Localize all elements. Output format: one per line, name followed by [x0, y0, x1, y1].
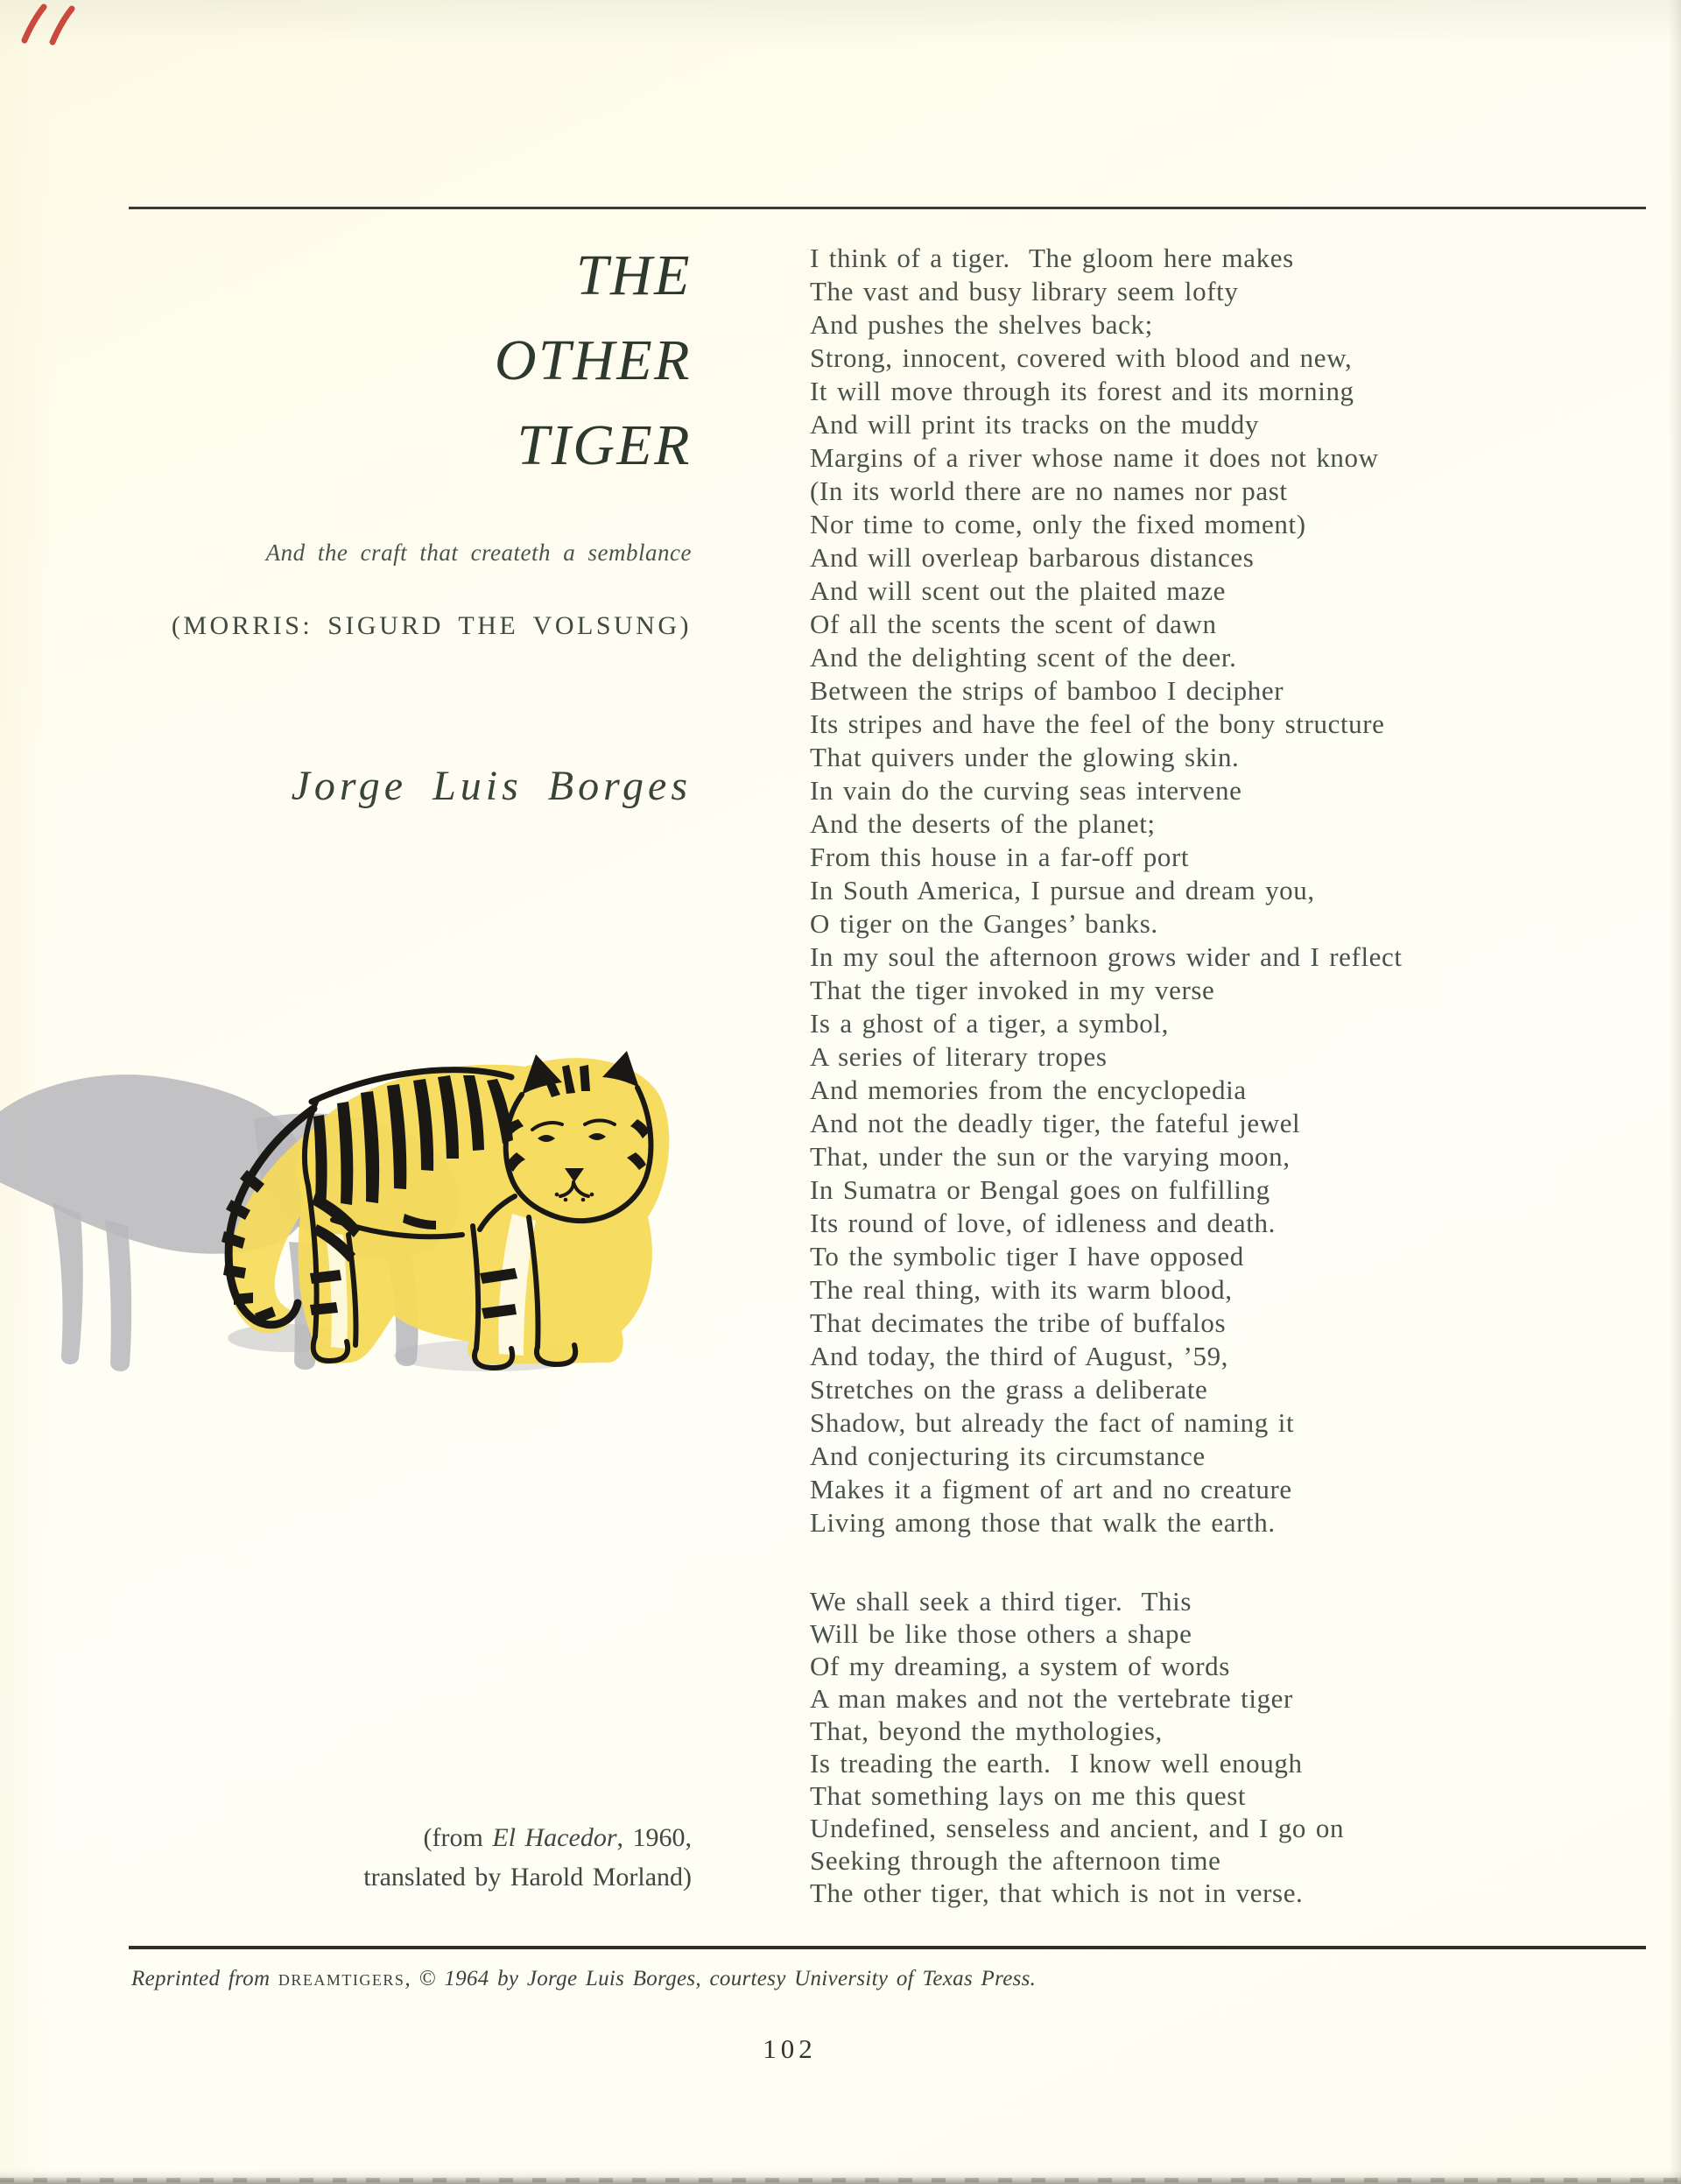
reprint-credit	[131, 1967, 1445, 1991]
poem-line: And conjecturing its circumstance	[810, 1441, 1206, 1471]
page-title-line: THE	[575, 243, 692, 307]
page-title-line: OTHER	[494, 328, 692, 392]
poem-line: And will scent out the plaited maze	[810, 575, 1227, 606]
source-attribution	[105, 1818, 692, 1897]
poem-line: To the symbolic tiger I have opposed	[810, 1241, 1244, 1272]
yellow-tiger	[222, 1051, 669, 1368]
credit-book-title: dreamtigers	[278, 1967, 405, 1990]
scan-edge-bottom-speckle	[0, 2178, 1681, 2182]
poem	[810, 242, 1554, 1909]
poem-line: Margins of a river whose name it does not know	[810, 442, 1379, 473]
poem-line: That, under the sun or the varying moon,	[810, 1141, 1291, 1172]
poem-line: In Sumatra or Bengal goes on fulfilling	[810, 1174, 1270, 1205]
poem-line: That the tiger invoked in my verse	[810, 975, 1215, 1005]
attribution-work-title: El Hacedor	[492, 1823, 617, 1852]
poem-line: And will overleap barbarous distances	[810, 542, 1255, 573]
scan-edge-tint-right	[1669, 0, 1681, 2184]
poem-line: Its stripes and have the feel of the bony structure	[810, 708, 1385, 739]
poem-line: A series of literary tropes	[810, 1041, 1108, 1072]
poem-line: (In its world there are no names nor past	[810, 476, 1288, 506]
page-title	[105, 233, 692, 488]
poem-line: And today, the third of August, ’59,	[810, 1341, 1229, 1371]
page-number: 102	[763, 2033, 817, 2064]
poem-stanza-1	[810, 242, 1554, 1539]
poem-line: Will be like those others a shape	[810, 1618, 1192, 1649]
credit-prefix: Reprinted from	[131, 1967, 278, 1990]
poem-line: A man makes and not the vertebrate tiger	[810, 1683, 1293, 1714]
poem-line: We shall seek a third tiger. This	[810, 1586, 1192, 1617]
poem-line: It will move through its forest and its morning	[810, 376, 1354, 406]
epigraph-source: (MORRIS: SIGURD THE VOLSUNG)	[171, 611, 692, 640]
poem-stanza-2	[810, 1585, 1554, 1909]
poem-line: O tiger on the Ganges’ banks.	[810, 908, 1158, 939]
top-rule	[129, 207, 1646, 209]
scan-edge-tint-top	[0, 0, 1681, 46]
poem-line: That quivers under the glowing skin.	[810, 742, 1240, 772]
poem-line: And pushes the shelves back;	[810, 309, 1153, 340]
poem-line: In vain do the curving seas intervene	[810, 775, 1242, 806]
epigraph: And the craft that createth a semblance	[265, 539, 692, 566]
poem-line: That, beyond the mythologies,	[810, 1715, 1163, 1746]
poem-line: Between the strips of bamboo I decipher	[810, 675, 1284, 706]
attribution-prefix: (from	[423, 1823, 493, 1852]
poem-line: And the delighting scent of the deer.	[810, 642, 1237, 673]
red-pen-mark	[14, 2, 95, 47]
tiger-illustration	[0, 1014, 674, 1391]
poem-line: Its round of love, of idleness and death.	[810, 1208, 1276, 1238]
bottom-rule	[129, 1946, 1646, 1949]
poem-line: In my soul the afternoon grows wider and I reflect	[810, 941, 1403, 972]
poem-line: Stretches on the grass a deliberate	[810, 1374, 1208, 1405]
poem-line: The other tiger, that which is not in verse.	[810, 1878, 1304, 1908]
poem-line: That something lays on me this quest	[810, 1780, 1247, 1811]
poem-line: Makes it a figment of art and no creature	[810, 1474, 1292, 1504]
poem-line: Strong, innocent, covered with blood and new,	[810, 342, 1353, 373]
poem-line: And memories from the encyclopedia	[810, 1074, 1247, 1105]
poem-line: In South America, I pursue and dream you,	[810, 875, 1315, 905]
poem-line: And the deserts of the planet;	[810, 808, 1156, 839]
poem-line: Shadow, but already the fact of naming it	[810, 1407, 1295, 1438]
poem-line: The vast and busy library seem lofty	[810, 276, 1239, 306]
attribution-line-1	[105, 1818, 692, 1857]
poem-line: Undefined, senseless and ancient, and I go on	[810, 1813, 1345, 1843]
poem-line: And not the deadly tiger, the fateful jewel	[810, 1108, 1301, 1138]
poem-line: From this house in a far-off port	[810, 842, 1190, 872]
attribution-suffix: , 1960,	[616, 1823, 692, 1852]
poem-line: That decimates the tribe of buffalos	[810, 1307, 1227, 1338]
poem-line: Of my dreaming, a system of words	[810, 1651, 1230, 1681]
poem-line: Seeking through the afternoon time	[810, 1845, 1221, 1876]
attribution-line-2: translated by Harold Morland)	[363, 1863, 692, 1892]
poem-line: And will print its tracks on the muddy	[810, 409, 1260, 440]
poem-line: Of all the scents the scent of dawn	[810, 609, 1217, 639]
poem-line: Living among those that walk the earth.	[810, 1507, 1276, 1538]
author-name: Jorge Luis Borges	[291, 763, 692, 809]
poem-line: Is a ghost of a tiger, a symbol,	[810, 1008, 1169, 1039]
credit-suffix: , © 1964 by Jorge Luis Borges, courtesy University of Texas Press.	[404, 1967, 1037, 1990]
poem-line: Is treading the earth. I know well enough	[810, 1748, 1303, 1779]
page-title-line: TIGER	[517, 413, 692, 477]
poem-line: Nor time to come, only the fixed moment)	[810, 509, 1306, 539]
poem-line: I think of a tiger. The gloom here makes	[810, 243, 1294, 273]
poem-line: The real thing, with its warm blood,	[810, 1274, 1233, 1305]
